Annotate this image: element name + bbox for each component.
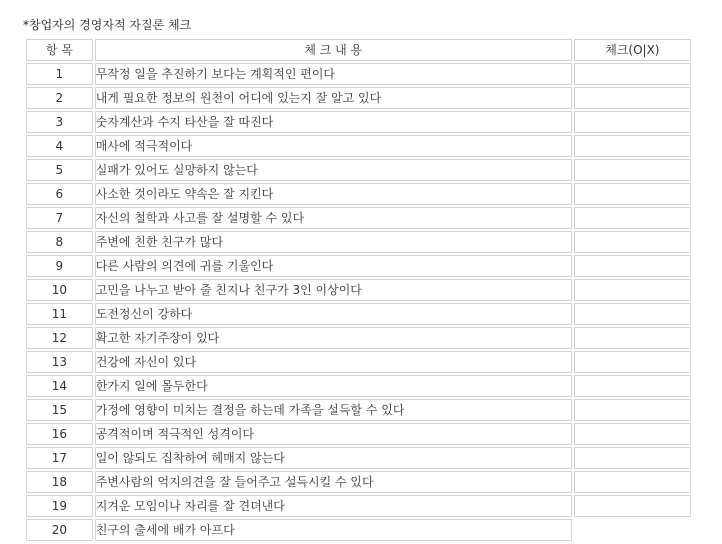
row-number: 8 — [26, 231, 93, 253]
check-cell[interactable] — [574, 183, 691, 205]
row-item-text: 숫자계산과 수지 타산을 잘 따진다 — [95, 111, 572, 133]
row-number: 13 — [26, 351, 93, 373]
row-item-text: 가정에 영향이 미치는 결정을 하는데 가족을 설득할 수 있다 — [95, 399, 572, 421]
row-item-text: 자신의 철학과 사고를 잘 설명할 수 있다 — [95, 207, 572, 229]
check-cell[interactable] — [574, 135, 691, 157]
row-number: 4 — [26, 135, 93, 157]
row-number: 12 — [26, 327, 93, 349]
row-number: 9 — [26, 255, 93, 277]
table-row — [26, 447, 691, 469]
row-number: 15 — [26, 399, 93, 421]
row-item-text: 일이 않되도 집착하여 헤매지 않는다 — [95, 447, 572, 469]
row-number: 7 — [26, 207, 93, 229]
row-number: 1 — [26, 63, 93, 85]
check-cell[interactable] — [574, 327, 691, 349]
table-row — [26, 135, 691, 157]
table-row — [26, 495, 691, 517]
row-item-text: 실패가 있어도 실망하지 않는다 — [95, 159, 572, 181]
header-no: 항 목 — [26, 39, 93, 61]
check-cell[interactable] — [574, 471, 691, 493]
table-row — [26, 255, 691, 277]
table-row — [26, 303, 691, 325]
check-cell[interactable] — [574, 399, 691, 421]
page-title: *창업자의 경영자적 자질론 체크 — [23, 18, 192, 32]
row-item-text: 사소한 것이라도 약속은 잘 지킨다 — [95, 183, 572, 205]
table-row — [26, 375, 691, 397]
table-row — [26, 111, 691, 133]
table-row — [26, 471, 691, 493]
check-cell[interactable] — [574, 111, 691, 133]
row-number: 3 — [26, 111, 93, 133]
self-check-table — [24, 37, 693, 543]
check-cell[interactable] — [574, 303, 691, 325]
table-row — [26, 519, 691, 541]
row-number: 10 — [26, 279, 93, 301]
check-cell[interactable] — [574, 63, 691, 85]
table-row — [26, 327, 691, 349]
row-item-text: 매사에 적극적이다 — [95, 135, 572, 157]
row-item-text: 다른 사람의 의견에 귀를 기울인다 — [95, 255, 572, 277]
row-item-text: 주변에 친한 친구가 많다 — [95, 231, 572, 253]
row-number: 20 — [26, 519, 93, 541]
check-cell[interactable] — [574, 207, 691, 229]
table-row — [26, 63, 691, 85]
table-row — [26, 183, 691, 205]
table-row — [26, 423, 691, 445]
table-row — [26, 207, 691, 229]
check-cell[interactable] — [574, 255, 691, 277]
row-number: 16 — [26, 423, 93, 445]
check-cell[interactable] — [574, 231, 691, 253]
row-item-text: 무작정 일을 추진하기 보다는 계획적인 편이다 — [95, 63, 572, 85]
row-item-text: 고민을 나누고 받아 줄 친지나 친구가 3인 이상이다 — [95, 279, 572, 301]
row-number: 2 — [26, 87, 93, 109]
table-row — [26, 279, 691, 301]
table-header — [26, 39, 691, 61]
check-cell[interactable] — [574, 375, 691, 397]
row-item-text: 친구의 출세에 배가 아프다 — [95, 519, 572, 541]
header-row — [26, 39, 691, 61]
row-item-text: 한가지 일에 몰두한다 — [95, 375, 572, 397]
check-cell[interactable] — [574, 351, 691, 373]
row-item-text: 건강에 자신이 있다 — [95, 351, 572, 373]
table-row — [26, 231, 691, 253]
row-number: 14 — [26, 375, 93, 397]
row-item-text: 내게 필요한 정보의 원천이 어디에 있는지 잘 알고 있다 — [95, 87, 572, 109]
row-item-text: 확고한 자기주장이 있다 — [95, 327, 572, 349]
table-row — [26, 399, 691, 421]
table-body — [26, 63, 691, 541]
check-cell[interactable] — [574, 423, 691, 445]
check-cell[interactable] — [574, 495, 691, 517]
row-number: 18 — [26, 471, 93, 493]
row-number: 17 — [26, 447, 93, 469]
check-cell[interactable] — [574, 279, 691, 301]
row-number: 11 — [26, 303, 93, 325]
check-cell[interactable] — [574, 447, 691, 469]
header-item: 체 크 내 용 — [95, 39, 572, 61]
check-cell[interactable] — [574, 159, 691, 181]
row-number: 6 — [26, 183, 93, 205]
row-item-text: 주변사람의 억지의견을 잘 들어주고 설득시킬 수 있다 — [95, 471, 572, 493]
check-cell[interactable] — [574, 519, 691, 541]
table-row — [26, 351, 691, 373]
row-item-text: 도전정신이 강하다 — [95, 303, 572, 325]
row-item-text: 공격적이며 적극적인 성격이다 — [95, 423, 572, 445]
check-cell[interactable] — [574, 87, 691, 109]
row-number: 5 — [26, 159, 93, 181]
table-row — [26, 159, 691, 181]
table-row — [26, 87, 691, 109]
header-check: 체크(O|X) — [574, 39, 691, 61]
row-item-text: 지겨운 모임이나 자리를 잘 견뎌낸다 — [95, 495, 572, 517]
row-number: 19 — [26, 495, 93, 517]
